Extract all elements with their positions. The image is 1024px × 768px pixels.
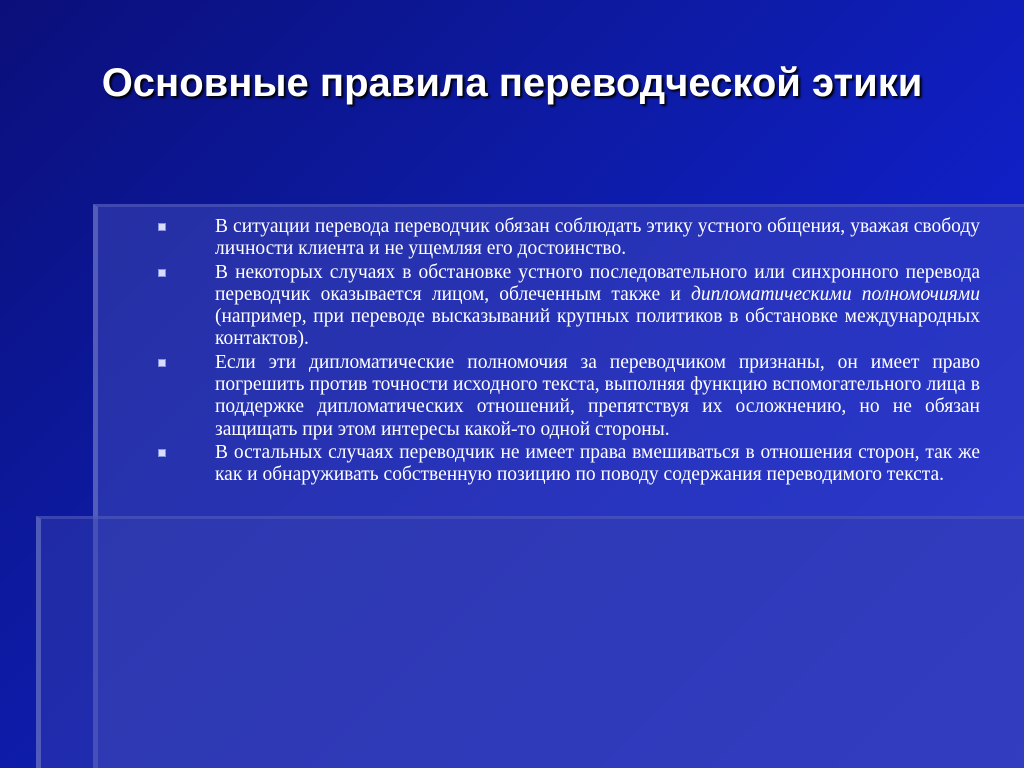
list-item-text: В ситуации перевода переводчик обязан соблюдать этику устного общения, уважая свободу личности клиента и не ущемляя его достоинство. bbox=[215, 216, 980, 260]
list-item-text: Если эти дипломатические полномочия за переводчиком признаны, он имеет право погрешить против точности исходного текста, выполняя функцию вспомогательного лица в поддержке дипломатических отношений, препятствуя их осложнению, но не обязан защищать при этом интересы какой-то одной стороны. bbox=[215, 351, 980, 440]
list-item-emphasis: дипломатическими полномочиями bbox=[691, 283, 980, 305]
decorative-panel-bottom bbox=[36, 516, 1024, 768]
list-item-text-before: В некоторых случаях в обстановке устного последовательного или синхронного перевода переводчик оказывается лицом, облеченным также и bbox=[215, 261, 980, 305]
list-item bbox=[150, 442, 980, 487]
square-bullet-icon bbox=[158, 449, 166, 457]
list-item bbox=[150, 216, 980, 261]
square-bullet-icon bbox=[158, 223, 166, 231]
square-bullet-icon bbox=[158, 269, 166, 277]
list-item bbox=[150, 352, 980, 441]
slide-title: Основные правила переводческой этики bbox=[101, 61, 923, 105]
list-item-text-after: (например, при переводе высказываний крупных политиков в обстановке международных контактов). bbox=[215, 306, 980, 350]
list-item-text: В остальных случаях переводчик не имеет права вмешиваться в отношения сторон, так же как и обнаруживать собственную позицию по поводу содержания переводимого текста. bbox=[215, 441, 980, 486]
list-item bbox=[150, 262, 980, 351]
bullet-list bbox=[150, 216, 980, 488]
square-bullet-icon bbox=[158, 359, 166, 367]
